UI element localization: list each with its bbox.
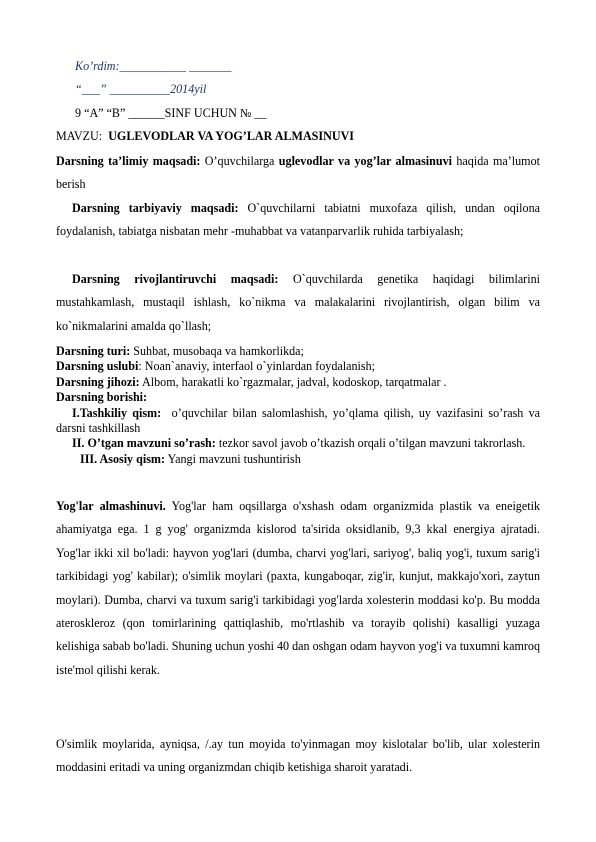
developing-aim: Darsning rivojlantiruvchi maqsadi: O`quvchilarda genetika haqidagi bilimlarini mustahkamlash, mustaqil ishlash, ko`nikma va malakalarini rivojlantirish, olgan bilim va ko`nikmalarini amalda qo`llash; [56,272,540,333]
educational-aim-label: Darsning ta’limiy maqsadi: [56,154,201,168]
approval-signature-line: Ko’rdim:___________ _______ [75,59,232,73]
paragraph-plant-oils: O'simlik moylarida, ayniqsa, /.ay tun moyida to'yinmagan moy kislotalar bo'lib, ular xolesterin moddasini eritadi va uning organizmdan chiqib ketishiga sharoit yaratadi. [56,737,540,775]
upbringing-aim-label: Darsning tarbiyaviy maqsadi: [72,201,239,215]
lesson-equipment: Darsning jihozi: Albom, harakatli ko`rgazmalar, jadval, kodoskop, tarqatmalar . [56,374,447,389]
paragraph-heading: Yog'lar almashinuvi. [56,499,166,513]
paragraph-fat-metabolism: Yog'lar almashinuvi. Yog'lar ham oqsillarga o'xshash odam organizmida plastik va eneigetik ahamiyatga ega. 1 g yog' organizmda kislorod ta'sirida oksidlanib, 9,3 kkal energiya ajratadi. Yog'lar ikki xil bo'ladi: hayvon yog'lari (dumba, charvi yog'lari, sariyog', baliq yog'i, tuxum sarig'i tarkibidagi yog' kabilar); o'simlik moylari (paxta, kungaboqar, zig'ir, kunjut, makkajo'xori, zaytun moylari). Dumba, charvi va tuxum sarig'i tarkibidagi yog'larda xolesterin moddasi ko'p. Bu modda ateroskleroz (qon tomirlarining qattiqlashib, mo'rtlashib va torayib qolishi) kasalligi yuzaga kelishiga sabab bo'ladi. Shuning uchun yoshi 40 dan oshgan odam hayvon yog'i va tuxumni kamroq iste'mol qilishi kerak. [56,499,540,677]
lesson-method: Darsning uslubi: Noan`anaviy, interfaol o`yinlardan foydalanish; [56,359,375,374]
date-line: “___” __________2014yil [75,82,207,96]
stage-review: II. O’tgan mavzuni so’rash: tezkor savol javob o’tkazish orqali o’tilgan mavzuni takrorlash. [72,436,526,451]
lesson-type: Darsning turi: Suhbat, musobaqa va hamkorlikda; [56,344,304,358]
stage-main: III. Asosiy qism: Yangi mavzuni tushuntirish [80,451,301,466]
topic-title: UGLEVODLAR VA YOG’LAR ALMASINUVI [108,129,355,143]
topic-label: MAVZU: [56,129,103,143]
stage-organizational: I.Tashkiliy qism: o’quvchilar bilan salomlashish, yo’qlama qilish, uy vazifasini so’rash va darsni tashkillash [56,405,540,436]
educational-aim: Darsning ta’limiy maqsadi: O’quvchilarga uglevodlar va yog’lar almasinuvi haqida ma’lumot berish [56,154,540,192]
upbringing-aim: Darsning tarbiyaviy maqsadi: O`quvchilarni tabiatni muxofaza qilish, undan oqilona foydalanish, tabiatga nisbatan mehr -muhabbat va vatanparvarlik ruhida tarbiyalash; [56,201,540,239]
class-line: 9 “A” “B” ______SINF UCHUN № __ [75,106,267,120]
lesson-course: Darsning borishi: [56,390,148,405]
developing-aim-label: Darsning rivojlantiruvchi maqsadi: [72,272,279,286]
topic-line [56,129,354,144]
lesson-info [56,344,540,467]
